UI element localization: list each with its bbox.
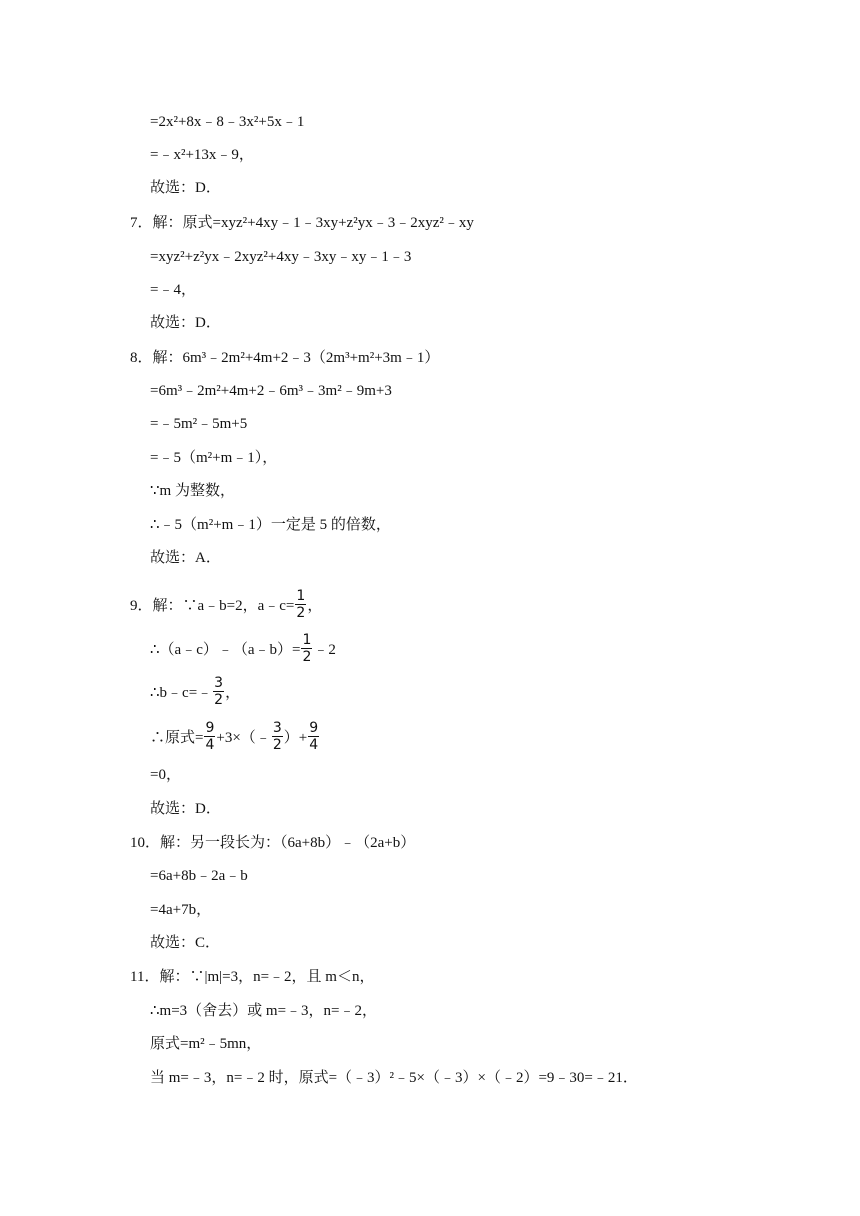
equation-line: =6m³﹣2m²+4m+2﹣6m³﹣3m²﹣9m+3 xyxy=(150,383,392,399)
equation-line: =﹣x²+13x﹣9， xyxy=(150,147,254,163)
equation-line xyxy=(150,722,320,755)
numerator: 9 xyxy=(309,720,319,736)
text-segment: 9．解：∵a﹣b=2，a﹣c= xyxy=(130,597,295,614)
problem-10-heading: 10．解：另一段长为：（6a+8b）﹣（2a+b） xyxy=(130,835,416,851)
equation-line: =2x²+8x﹣8﹣3x²+5x﹣1 xyxy=(150,114,305,130)
problem-7-heading: 7．解：原式=xyz²+4xy﹣1﹣3xy+z²yx﹣3﹣2xyz²﹣xy xyxy=(130,215,474,231)
denominator: 2 xyxy=(214,692,224,708)
fraction xyxy=(204,720,215,753)
equation-line: =﹣4， xyxy=(150,282,196,298)
equation-line: =0， xyxy=(150,767,181,783)
text-segment: ）+ xyxy=(283,729,308,746)
answer-line: 故选：D． xyxy=(150,315,221,331)
answer-line: 故选：D． xyxy=(150,180,221,196)
reason-line: ∵m 为整数， xyxy=(150,483,235,499)
answer-line: 故选：C． xyxy=(150,935,221,951)
denominator: 2 xyxy=(296,605,306,621)
equation-line: =6a+8b﹣2a﹣b xyxy=(150,868,248,884)
equation-line: =﹣5（m²+m﹣1）， xyxy=(150,450,278,466)
equation-line: =4a+7b， xyxy=(150,902,212,918)
text-segment: ， xyxy=(307,597,323,614)
numerator: 1 xyxy=(302,632,312,648)
fraction xyxy=(301,632,312,665)
conclusion-line: ∴﹣5（m²+m﹣1）一定是 5 的倍数， xyxy=(150,517,391,533)
equation-line: =xyz²+z²yx﹣2xyz²+4xy﹣3xy﹣xy﹣1﹣3 xyxy=(150,249,412,265)
denominator: 2 xyxy=(302,649,312,665)
equation-line: ∴m=3（舍去）或 m=﹣3，n=﹣2， xyxy=(150,1003,378,1019)
fraction xyxy=(213,675,224,708)
problem-8-heading: 8．解：6m³﹣2m²+4m+2﹣3（2m³+m²+3m﹣1） xyxy=(130,350,440,366)
text-segment: ∴（a﹣c）﹣（a﹣b）= xyxy=(150,641,301,658)
fraction xyxy=(295,588,306,621)
text-segment: ， xyxy=(225,684,241,701)
answer-line: 故选：D． xyxy=(150,801,221,817)
text-segment: ﹣2 xyxy=(313,641,336,658)
answer-line: 故选：A． xyxy=(150,550,221,566)
numerator: 1 xyxy=(296,588,306,604)
problem-11-heading: 11．解：∵|m|=3，n=﹣2，且 m＜n， xyxy=(130,969,375,985)
text-segment: ∴原式= xyxy=(150,729,204,746)
text-segment: +3×（﹣ xyxy=(216,729,271,746)
numerator: 3 xyxy=(272,720,282,736)
text-segment: ∴b﹣c=﹣ xyxy=(150,684,213,701)
equation-line: 原式=m²﹣5mn， xyxy=(150,1036,262,1052)
fraction xyxy=(308,720,319,753)
equation-line xyxy=(150,634,336,667)
denominator: 4 xyxy=(309,737,319,753)
equation-line: 当 m=﹣3，n=﹣2 时，原式=（﹣3）²﹣5×（﹣3）×（﹣2）=9﹣30=﹣21． xyxy=(150,1070,638,1086)
equation-line xyxy=(150,677,240,710)
fraction xyxy=(272,720,283,753)
problem-9-heading xyxy=(130,590,322,623)
denominator: 2 xyxy=(272,737,282,753)
numerator: 3 xyxy=(214,675,224,691)
equation-line: =﹣5m²﹣5m+5 xyxy=(150,416,248,432)
numerator: 9 xyxy=(205,720,215,736)
denominator: 4 xyxy=(205,737,215,753)
